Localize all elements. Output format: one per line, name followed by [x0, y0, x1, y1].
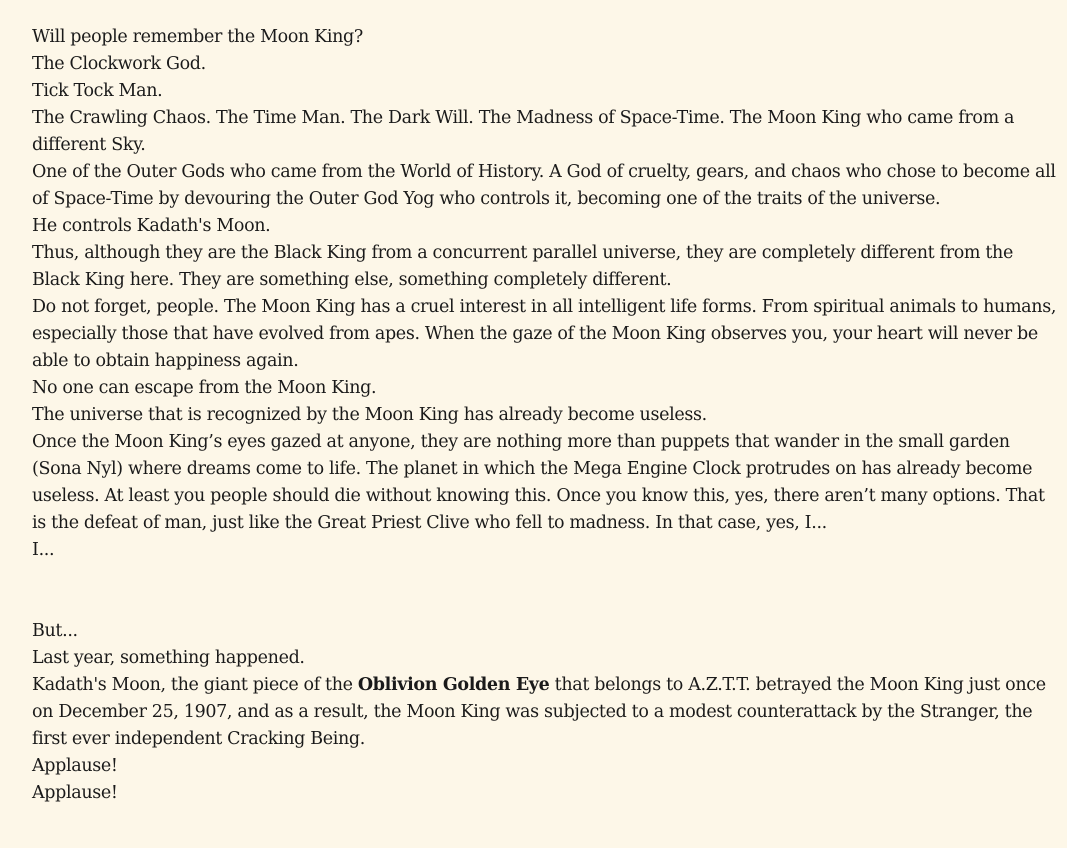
paragraph-kadath [32, 672, 1057, 753]
paragraph: No one can escape from the Moon King. [32, 378, 377, 398]
oblivion-golden-eye-term: Oblivion Golden Eye [357, 675, 550, 695]
paragraph: Will people remember the Moon King? [32, 27, 363, 47]
paragraph: I... [32, 540, 55, 560]
paragraph: Tick Tock Man. [32, 81, 163, 101]
kadath-text-after: that belongs to A.Z.T.T. betrayed the Moon King just once on December 25, 1907, and as a result, the Moon King was subjected to a modest counterattack by the Stranger, the first ever independent Cracking Being. [32, 675, 1046, 749]
paragraph: But... [32, 621, 78, 641]
section-gap [32, 564, 1057, 618]
paragraph: Applause! [32, 783, 118, 803]
paragraph: The Crawling Chaos. The Time Man. The Dark Will. The Madness of Space-Time. The Moon King who came from a different Sky. [32, 108, 1015, 155]
paragraph: He controls Kadath's Moon. [32, 216, 271, 236]
paragraph: Thus, although they are the Black King from a concurrent parallel universe, they are completely different from the Black King here. They are something else, something completely different. [32, 243, 1013, 290]
chapter-text [32, 24, 1057, 807]
kadath-text-before: Kadath's Moon, the giant piece of the [32, 675, 358, 695]
paragraph: The Clockwork God. [32, 54, 206, 74]
paragraph: Once the Moon King’s eyes gazed at anyone, they are nothing more than puppets that wander in the small garden (Sona Nyl) where dreams come to life. The planet in which the Mega Engine Clock protrudes on has already become useless. At least you people should die without knowing this. Once you know this, yes, there aren’t many options. That is the defeat of man, just like the Great Priest Clive who fell to madness. In that case, yes, I... [32, 432, 1045, 533]
paragraph: The universe that is recognized by the Moon King has already become useless. [32, 405, 707, 425]
paragraph: Do not forget, people. The Moon King has a cruel interest in all intelligent life forms. From spiritual animals to humans, especially those that have evolved from apes. When the gaze of the Moon King observes you, your heart will never be able to obtain happiness again. [32, 297, 1057, 371]
paragraph: Applause! [32, 756, 118, 776]
paragraph: One of the Outer Gods who came from the World of History. A God of cruelty, gears, and chaos who chose to become all of Space-Time by devouring the Outer God Yog who controls it, becoming one of the traits of the universe. [32, 162, 1056, 209]
paragraph: Last year, something happened. [32, 648, 305, 668]
